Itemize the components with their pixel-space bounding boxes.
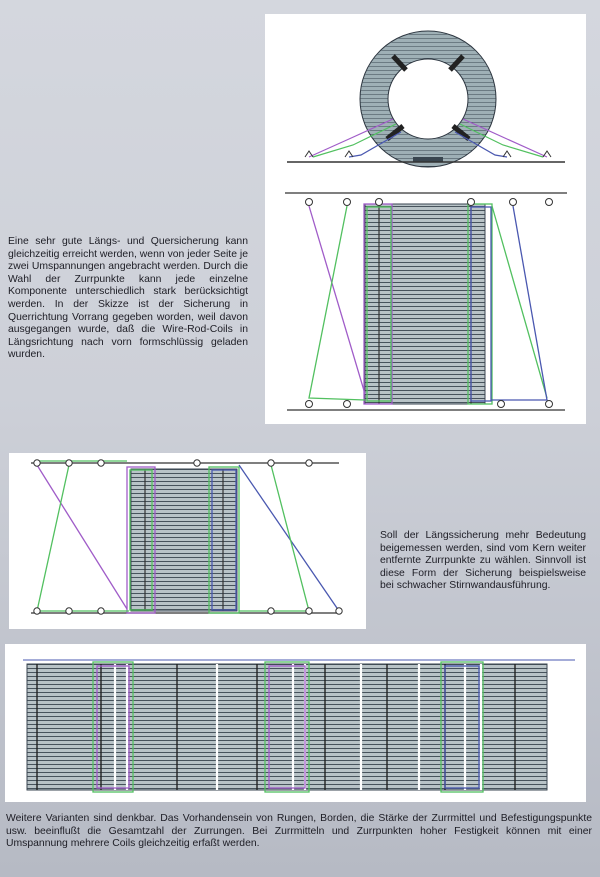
diagram-front-top-view bbox=[265, 14, 586, 424]
diagram-longitudinal-securing bbox=[9, 453, 366, 629]
paragraph-longitudinal-emphasis: Soll der Längssicherung mehr Bedeutung beigemessen werden, sind vom Kern weiter entfernte Zurrpunkte zu wählen. Sinnvoll ist diese Form der Sicherung beispielsweise bei schwacher Stirnwandausführung. bbox=[380, 530, 586, 592]
diagram-multi-coil-lashing bbox=[5, 644, 586, 802]
coil-top-view-2 bbox=[131, 469, 237, 611]
coil-front-view bbox=[360, 31, 496, 167]
paragraph-cross-longitudinal-securing: Eine sehr gute Längs- und Quersicherung kann gleichzeitig erreicht werden, wenn von jeder Seite je zwei Umspannungen angebracht werden. Durch die Wahl der Zurrpunkte kann jede einzelne Komponente unterschiedlich stark berücksichtigt werden. In der Skizze ist der Sicherung in Querrichtung Vorrang gegeben worden, weil davon ausgegangen wurde, daß die Wire-Rod-Coils in Längsrichtung nach vorn formschlüssig geladen wurden. bbox=[8, 236, 248, 361]
coil-row bbox=[27, 664, 547, 790]
paragraph-further-variants: Weitere Varianten sind denkbar. Das Vorhandensein von Rungen, Borden, die Stärke der Zurrmittel und Befestigungspunkte usw. beeinflußt die Gesamtzahl der Zurrungen. Bei Zurrmitteln und Zurrpunkten hoher Festigkeit können mit einer Umspannung mehrere Coils gleichzeitig erfaßt werden. bbox=[6, 813, 592, 850]
coil-top-view bbox=[365, 204, 485, 404]
